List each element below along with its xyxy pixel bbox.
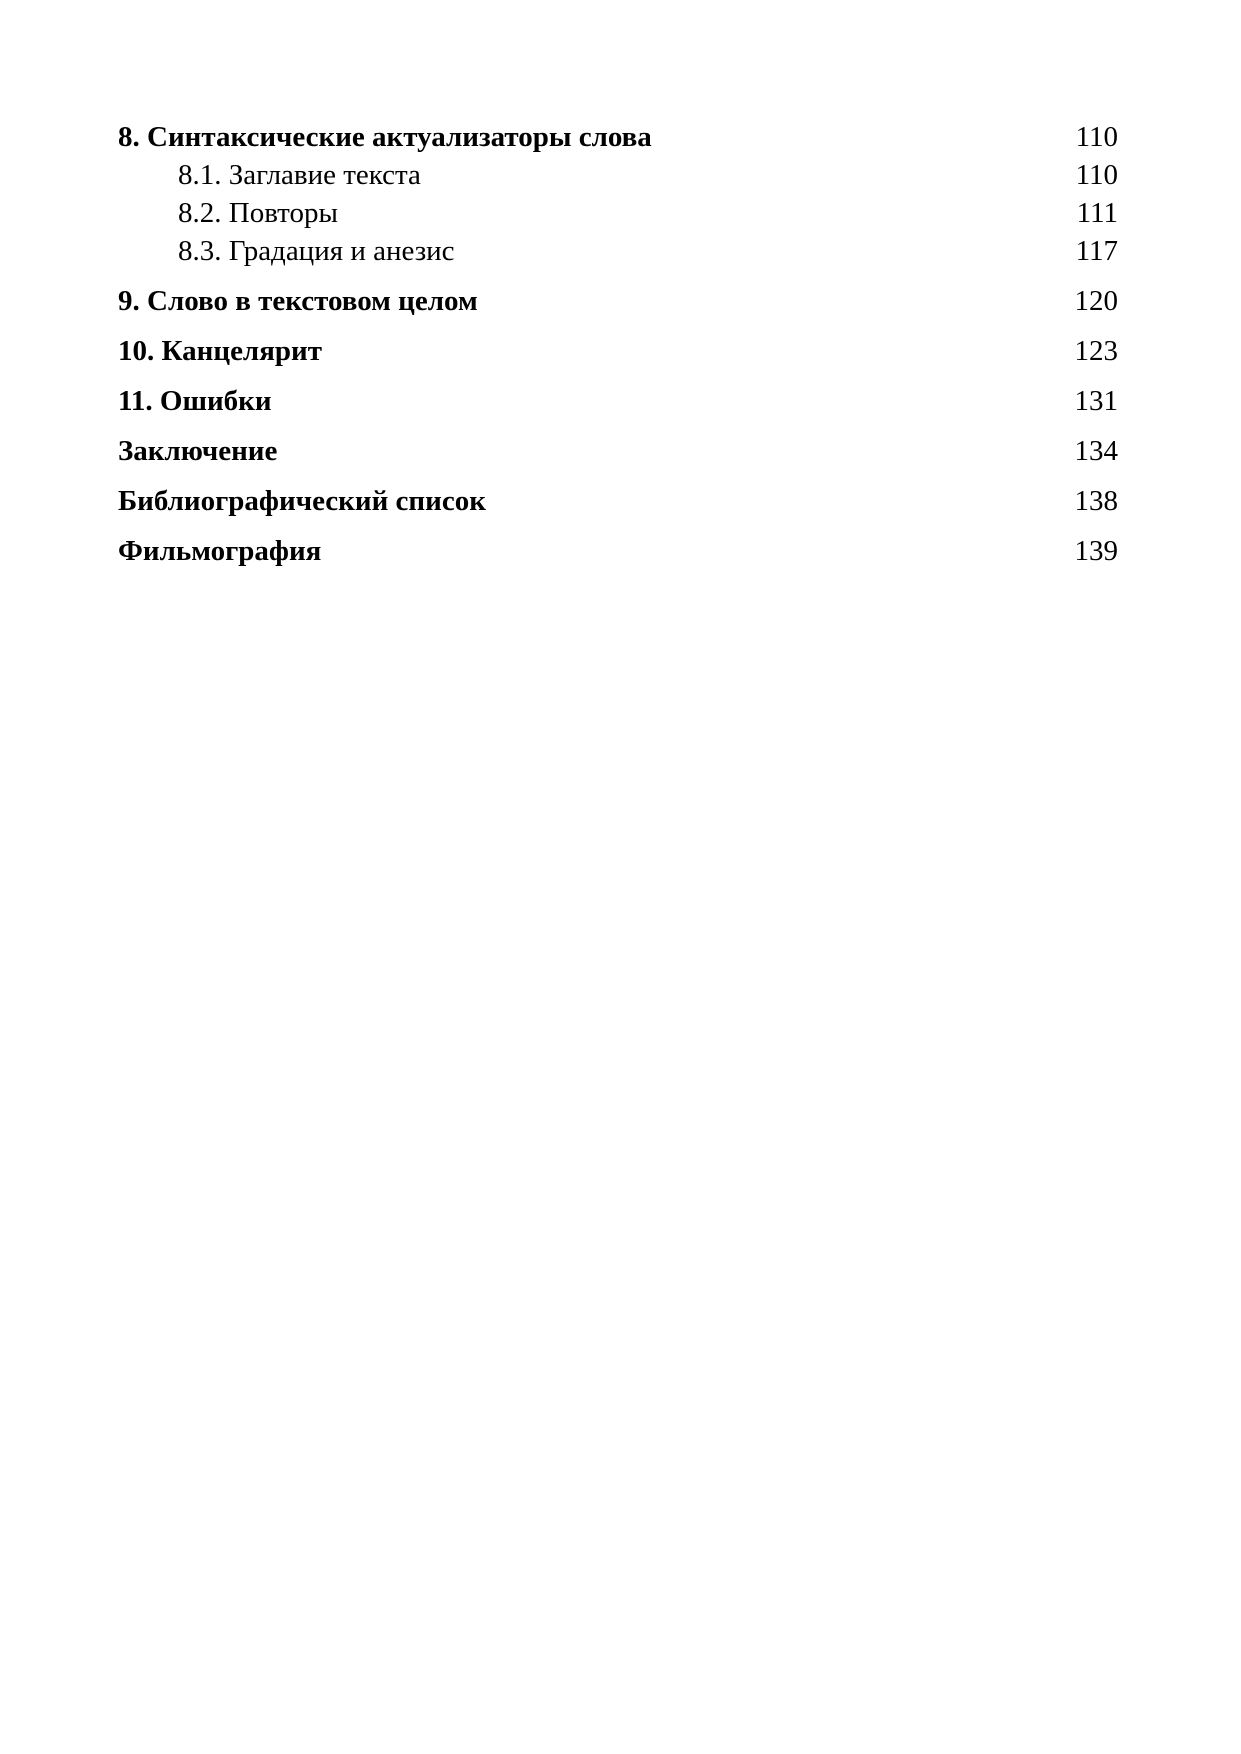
toc-entry[interactable] xyxy=(118,532,1118,570)
toc-entry-page: 139 xyxy=(1074,535,1118,567)
toc-entry-title: 10. Канцелярит xyxy=(118,332,332,370)
toc-entry-page: 138 xyxy=(1074,485,1118,517)
toc-entry-title: 8.1. Заглавие текста xyxy=(178,156,431,194)
toc-entry[interactable] xyxy=(118,432,1118,470)
toc-entry-page: 110 xyxy=(1075,121,1118,153)
toc-entry[interactable] xyxy=(118,282,1118,320)
table-of-contents xyxy=(118,118,1118,570)
toc-entry-title: 8. Синтаксические актуализаторы слова xyxy=(118,118,662,156)
toc-entry-title: Заключение xyxy=(118,432,287,470)
toc-entry-title: 11. Ошибки xyxy=(118,382,282,420)
toc-entry-title: 8.3. Градация и анезис xyxy=(178,232,465,270)
toc-entry-page: 110 xyxy=(1075,159,1118,191)
toc-entry-title: Фильмография xyxy=(118,532,331,570)
toc-entry[interactable] xyxy=(118,118,1118,156)
toc-entry-page: 117 xyxy=(1075,235,1118,267)
toc-entry[interactable] xyxy=(118,232,1118,270)
toc-entry-title: 9. Слово в текстовом целом xyxy=(118,282,488,320)
toc-entry-page: 134 xyxy=(1074,435,1118,467)
toc-entry-page: 120 xyxy=(1074,285,1118,317)
toc-entry-title: 8.2. Повторы xyxy=(178,194,348,232)
toc-entry-page: 111 xyxy=(1076,197,1118,229)
toc-entry[interactable] xyxy=(118,332,1118,370)
toc-entry[interactable] xyxy=(118,482,1118,520)
toc-entry[interactable] xyxy=(118,194,1118,232)
toc-entry-page: 123 xyxy=(1074,335,1118,367)
toc-entry-title: Библиографический список xyxy=(118,482,496,520)
toc-entry[interactable] xyxy=(118,382,1118,420)
toc-entry-page: 131 xyxy=(1074,385,1118,417)
toc-entry[interactable] xyxy=(118,156,1118,194)
